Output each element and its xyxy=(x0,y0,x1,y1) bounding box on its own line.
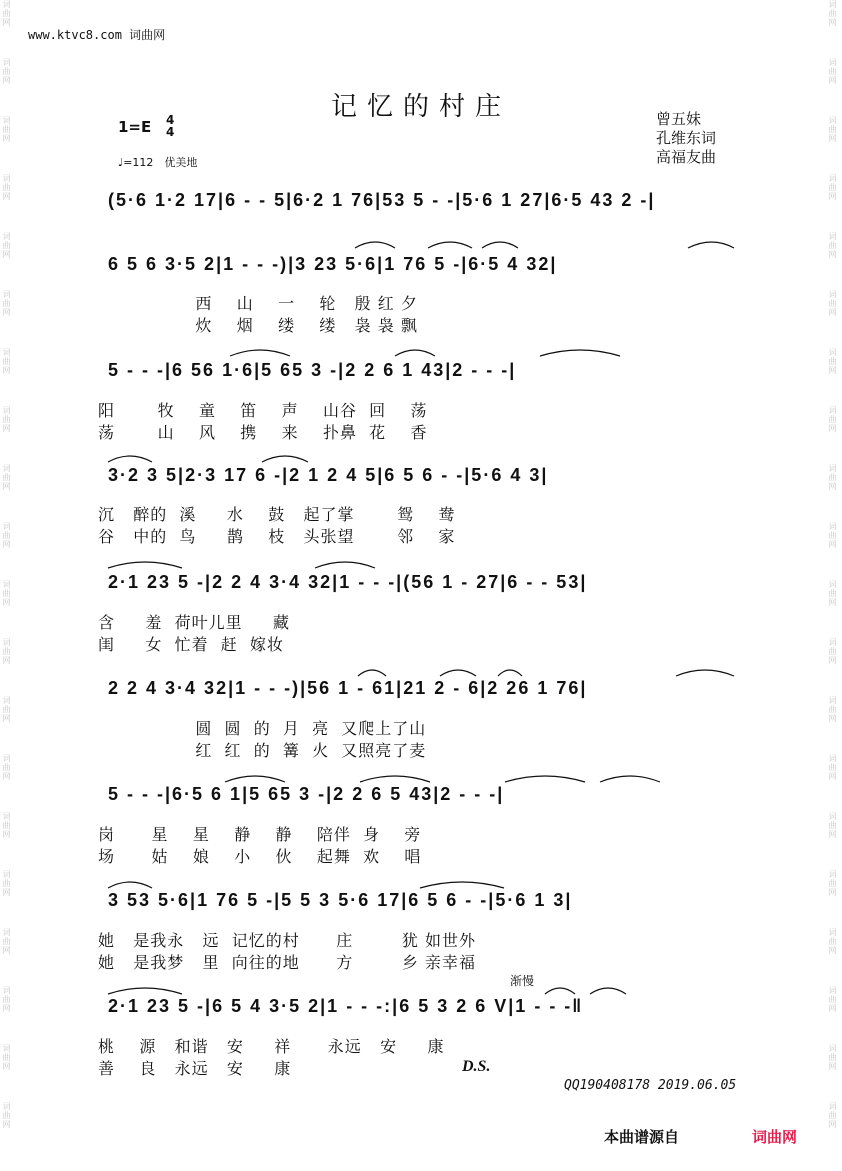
notation-line: 5 - - -|6 56 1·6|5 65 3 -|2 2 6 1 43|2 - - -| xyxy=(108,360,517,380)
lyric-line: 岗 星 星 静 静 陪伴 身 旁 xyxy=(98,825,422,844)
watermark-text: 词曲网 xyxy=(2,174,11,201)
watermark-text: 词曲网 xyxy=(2,290,11,317)
watermark-text: 词曲网 xyxy=(2,406,11,433)
lyric-line: 圆 圆 的 月 亮 又爬上了山 xyxy=(98,719,427,738)
watermark-text: 词曲网 xyxy=(2,812,11,839)
lyric-line: 荡 山 风 携 来 扑鼻 花 香 xyxy=(98,423,428,442)
watermark-text: 词曲网 xyxy=(2,1102,11,1129)
watermark-text: 词曲网 xyxy=(2,986,11,1013)
meter-bottom: 4 xyxy=(166,125,175,139)
watermark-text: 词曲网 xyxy=(2,754,11,781)
watermark-text: 词曲网 xyxy=(828,812,837,839)
notation-line: 3·2 3 5|2·3 17 6 -|2 1 2 4 5|6 5 6 - -|5·6 4 3| xyxy=(108,465,549,485)
watermark-text: 词曲网 xyxy=(828,0,837,27)
time-signature xyxy=(166,114,174,138)
watermark-text: 词曲网 xyxy=(2,0,11,27)
lyric-line: 炊 烟 缕 缕 袅 袅 飘 xyxy=(98,316,418,335)
credit-line: 曾五妹 xyxy=(656,110,702,128)
contact-date: QQ190408178 2019.06.05 xyxy=(564,1078,737,1093)
lyric-line: 阳 牧 童 笛 声 山谷 回 荡 xyxy=(98,401,428,420)
watermark-text: 词曲网 xyxy=(828,58,837,85)
lyric-line: 善 良 永远 安 康 xyxy=(98,1059,292,1078)
lyric-line: 含 羞 荷叶儿里 藏 xyxy=(98,613,291,632)
lyric-line: 她 是我梦 里 向往的地 方 乡 亲幸福 xyxy=(98,953,476,972)
watermark-text: 词曲网 xyxy=(828,464,837,491)
watermark-text: 词曲网 xyxy=(828,522,837,549)
credits xyxy=(656,110,716,167)
credit-line: 孔维东词 xyxy=(656,129,717,147)
watermark-text: 词曲网 xyxy=(2,58,11,85)
notation-line: 2·1 23 5 -|6 5 4 3·5 2|1 - - -:|6 5 3 2 6 V|1 - - -‖ xyxy=(108,996,584,1016)
side-watermark-right xyxy=(826,0,842,1171)
lyric-line: 谷 中的 鸟 鹊 枝 头张望 邻 家 xyxy=(98,527,456,546)
watermark-text: 词曲网 xyxy=(2,116,11,143)
watermark-text: 词曲网 xyxy=(828,870,837,897)
lyric-line: 场 姑 娘 小 伙 起舞 欢 唱 xyxy=(98,847,422,866)
watermark-text: 词曲网 xyxy=(828,986,837,1013)
lyric-line: 她 是我永 远 记忆的村 庄 犹 如世外 xyxy=(98,931,476,950)
watermark-text: 词曲网 xyxy=(828,928,837,955)
watermark-text: 词曲网 xyxy=(2,348,11,375)
watermark-text: 词曲网 xyxy=(828,696,837,723)
song-title: 记忆的村庄 xyxy=(330,92,511,122)
watermark-text: 词曲网 xyxy=(2,522,11,549)
notation-line: 2·1 23 5 -|2 2 4 3·4 32|1 - - -|(56 1 - 27|6 - - 53| xyxy=(108,572,588,592)
watermark-text: 词曲网 xyxy=(2,464,11,491)
key-signature: 1=E xyxy=(118,118,152,136)
lyric-line: 红 红 的 篝 火 又照亮了麦 xyxy=(98,741,427,760)
side-watermark-left xyxy=(0,0,16,1171)
lyric-line: 桃 源 和谐 安 祥 永远 安 康 xyxy=(98,1037,445,1056)
notation-line: 6 5 6 3·5 2|1 - - -)|3 23 5·6|1 76 5 -|6·5 4 32| xyxy=(108,254,558,274)
notation-line: 5 - - -|6·5 6 1|5 65 3 -|2 2 6 5 43|2 - - -| xyxy=(108,784,505,804)
brand-logo[interactable]: 词曲网 xyxy=(752,1128,798,1146)
watermark-text: 词曲网 xyxy=(828,348,837,375)
dal-segno-marking: D.S. xyxy=(462,1058,491,1075)
watermark-text: 词曲网 xyxy=(828,116,837,143)
watermark-text: 词曲网 xyxy=(2,928,11,955)
watermark-text: 词曲网 xyxy=(828,1044,837,1071)
notation-line: (5·6 1·2 17|6 - - 5|6·2 1 76|53 5 - -|5·6 1 27|6·5 43 2 -| xyxy=(108,190,656,210)
lyric-line: 闺 女 忙着 赶 嫁妆 xyxy=(98,635,284,654)
site-url: www.ktvc8.com 词曲网 xyxy=(28,28,166,42)
watermark-text: 词曲网 xyxy=(828,638,837,665)
watermark-text: 词曲网 xyxy=(828,174,837,201)
watermark-text: 词曲网 xyxy=(2,696,11,723)
watermark-text: 词曲网 xyxy=(2,1044,11,1071)
credit-line: 高福友曲 xyxy=(656,148,717,166)
watermark-text: 词曲网 xyxy=(828,290,837,317)
watermark-text: 词曲网 xyxy=(828,754,837,781)
watermark-text: 词曲网 xyxy=(828,580,837,607)
watermark-text: 词曲网 xyxy=(2,232,11,259)
watermark-text: 词曲网 xyxy=(828,1102,837,1129)
notation-line: 3 53 5·6|1 76 5 -|5 5 3 5·6 17|6 5 6 - -|5·6 1 3| xyxy=(108,890,573,910)
watermark-text: 词曲网 xyxy=(828,232,837,259)
tempo-change-marking: 渐慢 xyxy=(510,974,535,988)
notation-line: 2 2 4 3·4 32|1 - - -)|56 1 - 61|21 2 - 6|2 26 1 76| xyxy=(108,678,588,698)
meter-top: 4 xyxy=(166,113,175,127)
watermark-text: 词曲网 xyxy=(828,406,837,433)
tempo-marking: ♩=112 优美地 xyxy=(118,156,198,169)
lyric-line: 沉 醉的 溪 水 鼓 起了掌 鸳 鸯 xyxy=(98,505,456,524)
watermark-text: 词曲网 xyxy=(2,638,11,665)
source-label: 本曲谱源自 xyxy=(604,1128,680,1146)
watermark-text: 词曲网 xyxy=(2,870,11,897)
lyric-line: 西 山 一 轮 殷 红 夕 xyxy=(98,294,418,313)
watermark-text: 词曲网 xyxy=(2,580,11,607)
